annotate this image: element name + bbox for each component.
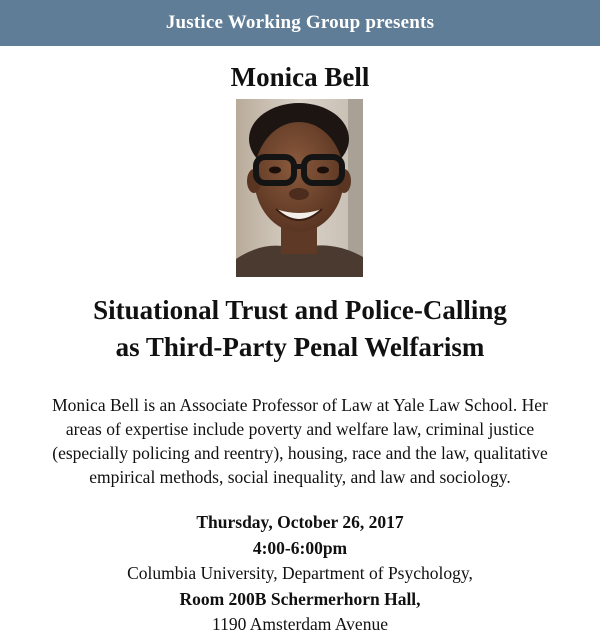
event-details	[0, 510, 600, 630]
banner-text: Justice Working Group presents	[165, 12, 435, 33]
bio-line-2: areas of expertise include poverty and welfare law, criminal justice	[65, 419, 535, 439]
event-address: 1190 Amsterdam Avenue	[212, 614, 388, 630]
event-room: Room 200B Schermerhorn Hall,	[179, 588, 421, 609]
speaker-photo	[236, 99, 363, 277]
speaker-bio	[20, 393, 580, 489]
talk-title-line-1: Situational Trust and Police-Calling	[93, 295, 507, 325]
event-time: 4:00-6:00pm	[252, 537, 348, 558]
bio-line-1: Monica Bell is an Associate Professor of Law at Yale Law School. Her	[52, 395, 548, 415]
bio-line-3: (especially policing and reentry), housing, race and the law, qualitative	[52, 443, 548, 463]
bio-line-4: empirical methods, social inequality, and law and sociology.	[89, 467, 511, 487]
talk-title	[0, 292, 600, 366]
event-date: Thursday, October 26, 2017	[196, 512, 404, 532]
talk-title-line-2: as Third-Party Penal Welfarism	[115, 332, 485, 362]
header-banner	[0, 0, 600, 46]
speaker-name: Monica Bell	[230, 62, 370, 92]
event-venue: Columbia University, Department of Psychology,	[127, 563, 473, 583]
